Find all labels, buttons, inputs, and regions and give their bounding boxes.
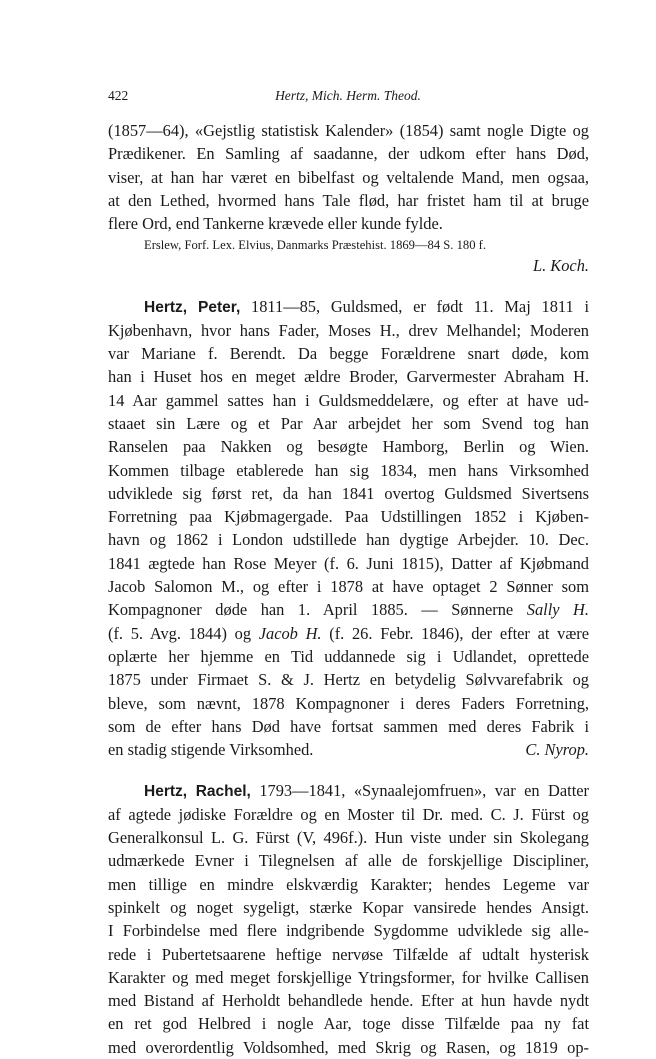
text-line: Ranselen paa Nakken og besøgte Hamborg, Berlin og Wien. — [108, 437, 589, 457]
author-signature: C. Nyrop. — [525, 740, 589, 760]
text-line: bleve, som nævnt, 1878 Kompagnoner i deres Faders Forretning, — [108, 693, 589, 713]
text-line: udmærkede Evner i Tilegnelsen af alle de forskjellige Discipliner, — [108, 851, 589, 871]
text-line: men tillige en mindre elskværdig Karakter; hendes Legeme var — [108, 874, 589, 894]
entry-heading: Hertz, Rachel, — [144, 783, 251, 801]
text-line: viser, at han har været en bibelfast og veltalende Mand, men ogsaa, — [108, 167, 589, 187]
text-line: (f. 5. Avg. 1844) og Jacob H. (f. 26. Febr. 1846), der efter at være — [108, 623, 589, 643]
text-line: oplærte her hjemme en Tid uddannede sig i Udlandet, oprettede — [108, 646, 589, 666]
text-line: Jacob Salomon M., og efter i 1878 at have optaget 2 Sønner som — [108, 577, 589, 597]
text-line: havn og 1862 i London udstillede han dygtige Arbejder. 10. Dec. — [108, 530, 589, 550]
text-line: (1857—64), «Gejstlig statistisk Kalender» (1854) samt nogle Digte og — [108, 121, 589, 140]
text-line: en stadig stigende Virksomhed. C. Nyrop. — [108, 738, 589, 761]
text-line: at den Lethed, hvormed hans Tale flød, har fristet ham til at bruge — [108, 190, 589, 210]
text-line: spinkelt og noget sygeligt, stærke Kopar vansirede hendes Ansigt. — [108, 897, 589, 917]
text-line: med overordentlig Voldsomhed, med Skrig og Rasen, og 1819 op- — [108, 1037, 589, 1057]
text-line: udviklede sig først ret, da han 1841 overtog Guldsmed Sivertsens — [108, 483, 589, 503]
running-title: Hertz, Mich. Herm. Theod. — [275, 88, 421, 103]
page-number: 422 — [108, 88, 129, 103]
entry-first-line: Hertz, Peter, 1811—85, Guldsmed, er født 11. Maj 1811 i — [144, 297, 589, 317]
author-signature: L. Koch. — [532, 256, 589, 276]
text-line: han i Huset hos en meget ældre Broder, Garvermester Abraham H. — [108, 367, 589, 387]
text-line: flere Ord, end Tankerne krævede eller kunde fylde. — [108, 214, 443, 234]
references: Erslew, Forf. Lex. Elvius, Danmarks Præstehist. 1869—84 S. 180 f. — [144, 238, 486, 253]
text-line: som de efter hans Død have fortsat sammen med deres Fabrik i — [108, 716, 589, 736]
text-line: 1841 ægtede han Rose Meyer (f. 6. Juni 1815), Datter af Kjøbmand — [108, 553, 589, 573]
text-line: Generalkonsul L. G. Fürst (V, 496f.). Hun viste under sin Skolegang — [108, 828, 589, 848]
text-line: Kompagnoner døde han 1. April 1885. — Sønnerne Sally H. — [108, 600, 589, 620]
entry-first-line: Hertz, Rachel, 1793—1841, «Synaalejomfruen», var en Datter — [144, 781, 589, 801]
text-line: Prædikener. En Samling af saadanne, der udkom efter hans Død, — [108, 144, 589, 164]
text-line: Kjøbenhavn, hvor hans Fader, Moses H., drev Melhandel; Moderen — [108, 320, 589, 340]
text-line: I Forbindelse med flere indgribende Sygdomme udviklede sig alle- — [108, 921, 589, 941]
text-line: Kommen tilbage etablerede han sig 1834, men hans Virksomhed — [108, 460, 589, 480]
text-line: med Bistand af Herholdt behandlede hende. Efter at hun havde nydt — [108, 991, 589, 1011]
text-line: rede i Pubertetsaarene heftige nervøse Tilfælde af udtalt hysterisk — [108, 944, 589, 964]
page-header — [108, 88, 588, 108]
text-line: af agtede jødiske Forældre og en Moster til Dr. med. C. J. Fürst og — [108, 804, 589, 824]
text-line: 14 Aar gammel sattes han i Guldsmeddelære, og efter at have ud- — [108, 390, 589, 410]
body-text — [108, 119, 589, 1059]
text-line: 1875 under Firmaet S. & J. Hertz en betydelig Sølvvarefabrik og — [108, 670, 589, 690]
text-line: Forretning paa Kjøbmagergade. Paa Udstillingen 1852 i Kjøben- — [108, 507, 589, 527]
entry-heading: Hertz, Peter, — [144, 299, 241, 317]
text-line: en ret god Helbred i nogle Aar, toge disse Tilfælde paa ny fat — [108, 1014, 589, 1034]
text-line: Karakter og med meget forskjellige Ytringsformer, for hvilke Callisen — [108, 967, 589, 987]
text-line: var Mariane f. Berendt. Da begge Forældrene snart døde, kom — [108, 344, 589, 364]
text-line: staaet sin Lære og et Par Aar arbejdet her som Svend tog han — [108, 413, 589, 433]
